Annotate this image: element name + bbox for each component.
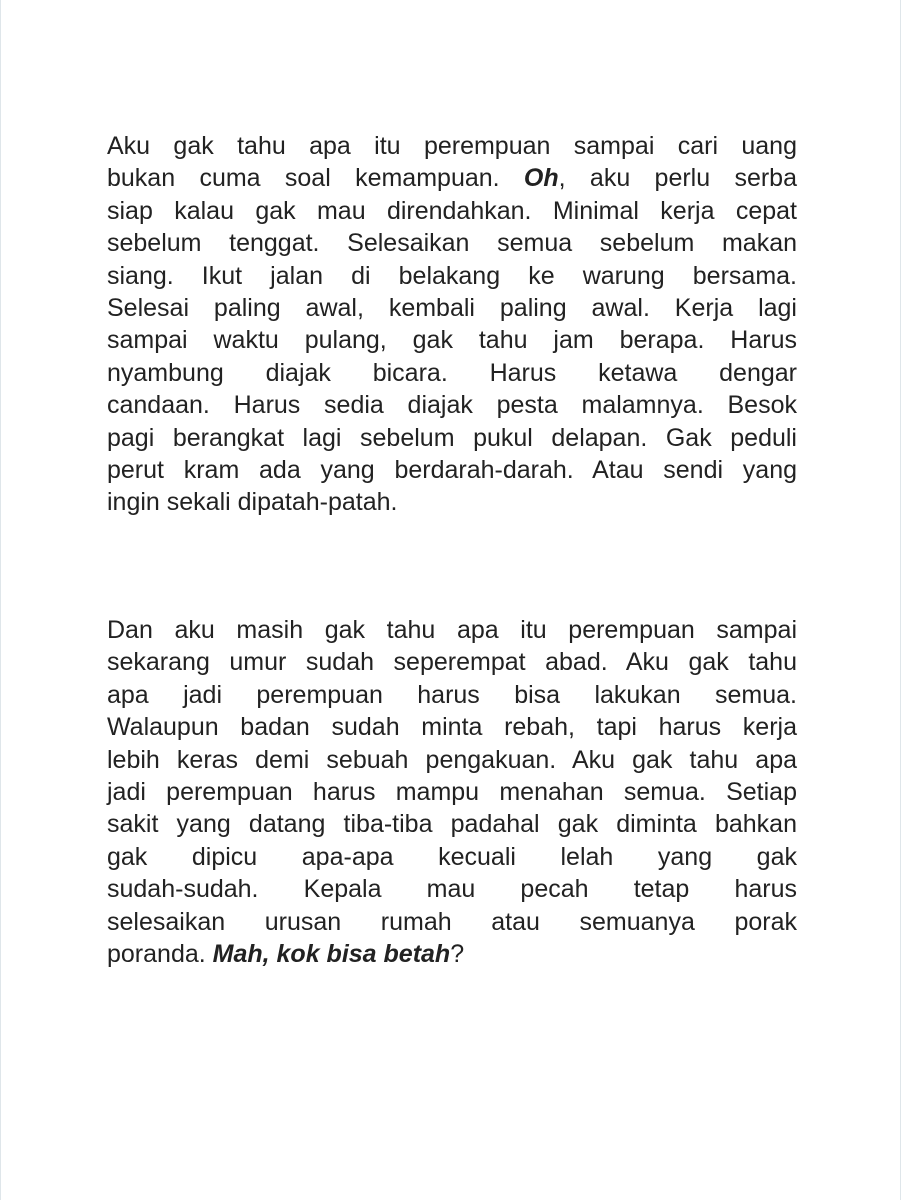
text-segment: sebelum tenggat. Selesaikan semua sebelum makan <box>107 229 797 258</box>
text-segment: sudah-sudah. Kepala mau pecah tetap harus <box>107 875 797 904</box>
text-segment: poranda. <box>107 939 213 968</box>
text-line <box>107 454 797 486</box>
text-segment: ingin sekali dipatah-patah. <box>107 488 398 517</box>
text-line <box>107 711 797 743</box>
text-line <box>107 422 797 454</box>
paragraph-2 <box>107 614 797 970</box>
text-line <box>107 292 797 324</box>
text-line <box>107 162 797 194</box>
text-line <box>107 744 797 776</box>
emphasized-text: Oh <box>523 164 559 193</box>
text-segment: sakit yang datang tiba-tiba padahal gak diminta bahkan <box>107 810 797 839</box>
emphasized-text: Mah, kok bisa betah <box>212 939 451 968</box>
text-line <box>107 808 797 840</box>
text-line <box>107 227 797 259</box>
paragraph-1 <box>107 130 797 519</box>
text-line <box>107 776 797 808</box>
text-line <box>107 357 797 389</box>
text-segment: pagi berangkat lagi sebelum pukul delapan. Gak peduli <box>107 423 797 452</box>
text-line <box>107 260 797 292</box>
text-segment: Aku gak tahu apa itu perempuan sampai cari uang <box>107 132 797 160</box>
text-segment: candaan. Harus sedia diajak pesta malamnya. Besok <box>107 391 797 420</box>
text-line <box>107 873 797 905</box>
text-segment: Walaupun badan sudah minta rebah, tapi harus kerja <box>107 713 797 742</box>
text-segment: perut kram ada yang berdarah-darah. Atau sendi yang <box>107 455 797 484</box>
text-segment: bukan cuma soal kemampuan. <box>107 164 524 193</box>
text-segment: ? <box>450 939 465 968</box>
text-line <box>107 486 797 518</box>
text-line <box>107 679 797 711</box>
text-line <box>107 646 797 678</box>
text-segment: Dan aku masih gak tahu apa itu perempuan sampai <box>107 616 797 644</box>
text-line <box>107 324 797 356</box>
text-segment: sekarang umur sudah seperempat abad. Aku gak tahu <box>107 648 797 677</box>
text-segment: Selesai paling awal, kembali paling awal. Kerja lagi <box>107 293 797 322</box>
text-segment: jadi perempuan harus mampu menahan semua. Setiap <box>107 777 797 806</box>
text-line <box>107 841 797 873</box>
text-line <box>107 389 797 421</box>
text-line <box>107 195 797 227</box>
text-segment: selesaikan urusan rumah atau semuanya porak <box>107 907 797 936</box>
text-segment: , aku perlu serba <box>558 164 797 193</box>
text-segment: gak dipicu apa-apa kecuali lelah yang gak <box>107 842 797 871</box>
text-line <box>107 614 797 646</box>
text-segment: sampai waktu pulang, gak tahu jam berapa. Harus <box>107 326 797 355</box>
text-segment: nyambung diajak bicara. Harus ketawa dengar <box>107 358 797 387</box>
text-segment: siang. Ikut jalan di belakang ke warung bersama. <box>107 261 797 290</box>
text-segment: lebih keras demi sebuah pengakuan. Aku gak tahu apa <box>107 745 797 774</box>
text-segment: apa jadi perempuan harus bisa lakukan semua. <box>107 680 797 709</box>
text-line <box>107 906 797 938</box>
text-line <box>107 130 797 162</box>
text-segment: siap kalau gak mau direndahkan. Minimal kerja cepat <box>107 196 797 225</box>
text-line <box>107 938 797 970</box>
